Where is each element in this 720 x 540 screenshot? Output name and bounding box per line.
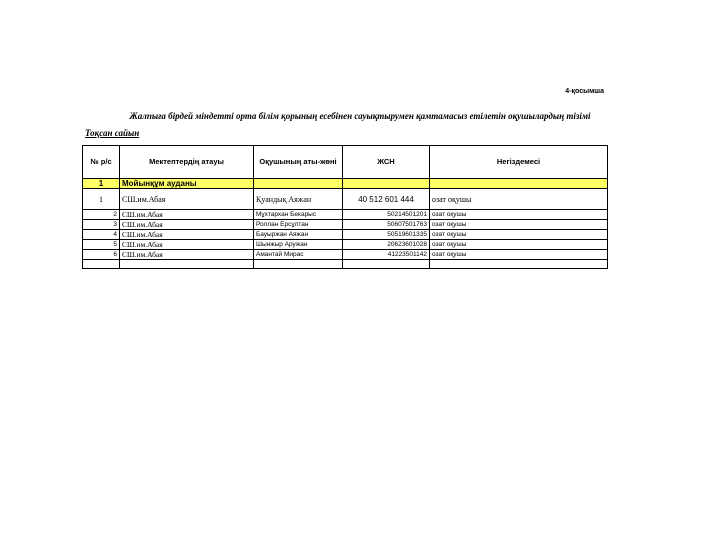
row-basis: озат оқушы xyxy=(430,230,608,240)
table-cell xyxy=(343,260,430,269)
row-iin: 50607501763 xyxy=(343,220,430,230)
table-row xyxy=(83,210,608,220)
students-table xyxy=(82,145,608,269)
header-school: Мектептердің атауы xyxy=(120,146,254,179)
table-row xyxy=(83,189,608,210)
table-row xyxy=(83,230,608,240)
table-cell xyxy=(120,260,254,269)
row-basis: озат оқушы xyxy=(430,240,608,250)
row-basis: озат оқушы xyxy=(430,210,608,220)
row-iin: 41223501142 xyxy=(343,250,430,260)
row-basis: озат оқушы xyxy=(430,189,608,210)
table-cell xyxy=(430,179,608,189)
row-student: Қуандық Аяжан xyxy=(254,189,343,210)
document-title: Жалпыға бірдей міндетті орта білім қорының есебінен сауықтырумен қамтамасыз етілетін оқушылардың тізімі xyxy=(129,111,591,121)
row-school: СШ.им.Абая xyxy=(120,230,254,240)
table-cell xyxy=(254,179,343,189)
row-basis: озат оқушы xyxy=(430,220,608,230)
row-number: 4 xyxy=(83,230,120,240)
empty-row xyxy=(83,260,608,269)
row-number: 5 xyxy=(83,240,120,250)
row-number: 2 xyxy=(83,210,120,220)
header-number: № р/с xyxy=(83,146,120,179)
row-student: Мұхтархан Бекарыс xyxy=(254,210,343,220)
row-school: СШ.им.Абая xyxy=(120,240,254,250)
row-school: СШ.им.Абая xyxy=(120,220,254,230)
row-student: Бауыржан Аяжан xyxy=(254,230,343,240)
row-student: Роллан Ерсұлтан xyxy=(254,220,343,230)
row-iin: 50519601335 xyxy=(343,230,430,240)
region-number: 1 xyxy=(83,179,120,189)
row-iin: 40 512 601 444 xyxy=(343,189,430,210)
row-number: 3 xyxy=(83,220,120,230)
table-row xyxy=(83,250,608,260)
period-label: Тоқсан сайын xyxy=(85,128,140,138)
table-cell xyxy=(430,260,608,269)
table-cell xyxy=(83,260,120,269)
table-header-row xyxy=(83,146,608,179)
row-school: СШ.им.Абая xyxy=(120,210,254,220)
region-name: Мойынқұм ауданы xyxy=(120,179,254,189)
row-student: Шынжыр Аружан xyxy=(254,240,343,250)
table-row xyxy=(83,220,608,230)
table-cell xyxy=(254,260,343,269)
table-row xyxy=(83,240,608,250)
region-row xyxy=(83,179,608,189)
annex-label: 4-қосымша xyxy=(565,88,604,95)
header-basis: Негіздемесі xyxy=(430,146,608,179)
row-iin: 50214501201 xyxy=(343,210,430,220)
row-number: 6 xyxy=(83,250,120,260)
header-student: Оқушының аты-жөні xyxy=(254,146,343,179)
row-iin: 20623601028 xyxy=(343,240,430,250)
header-iin: ЖСН xyxy=(343,146,430,179)
table-cell xyxy=(343,179,430,189)
row-student: Амантай Мирас xyxy=(254,250,343,260)
row-school: СШ.им.Абая xyxy=(120,250,254,260)
row-school: СШ.им.Абая xyxy=(120,189,254,210)
row-number: 1 xyxy=(83,189,120,210)
row-basis: озат оқушы xyxy=(430,250,608,260)
